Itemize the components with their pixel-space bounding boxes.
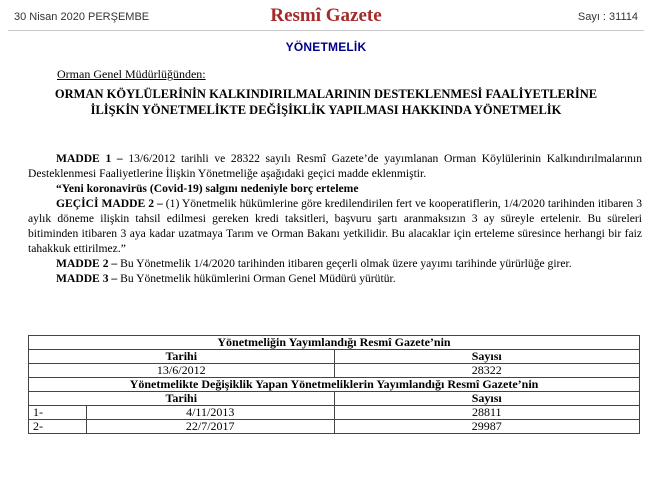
amendment-number: 28811 — [334, 406, 639, 420]
row-index: 1- — [29, 406, 87, 420]
table-heading-row — [29, 378, 640, 392]
masthead — [8, 6, 644, 28]
table-row — [29, 420, 640, 434]
article-2-label: MADDE 2 – — [56, 257, 118, 270]
issue-date: 30 Nisan 2020 PERŞEMBE — [14, 11, 150, 23]
original-date: 13/6/2012 — [29, 364, 335, 378]
article-3-label: MADDE 3 – — [56, 272, 118, 285]
column-number: Sayısı — [334, 350, 639, 364]
publication-record-table — [28, 335, 640, 434]
article-1 — [28, 151, 642, 181]
table-row — [29, 364, 640, 378]
section-heading: YÖNETMELİK — [285, 40, 367, 54]
table-heading-row — [29, 336, 640, 350]
amendment-number: 29987 — [334, 420, 639, 434]
table-column-row — [29, 392, 640, 406]
table-heading-amendments: Yönetmelikte Değişiklik Yapan Yönetmeliklerin Yayımlandığı Resmî Gazete’nin — [29, 378, 640, 392]
provisional-article-2-text: (1) Yönetmelik hükümlerine göre kredilendirilen fert ve kooperatiflerin, 1/4/2020 tarihinden itibaren 3 aylık döneme ilişkin tahsil edilmesi gereken kredi taksitleri, başvuru şartı aranmaksızın 3 ay süreyle ertelenir. Bu süreleri bitiminden itibaren 3 aya kadar uzatmaya Tarım ve Orman Bakanı yetkilidir. Bu alacaklar için erteleme süresince herhangi bir faiz tahakkuk ettirilmez.” — [28, 197, 642, 255]
amendment-date: 4/11/2013 — [86, 406, 334, 420]
issue-number: Sayı : 31114 — [577, 11, 638, 23]
row-index: 2- — [29, 420, 87, 434]
article-2-text: Bu Yönetmelik 1/4/2020 tarihinden itibaren geçerli olmak üzere yayımı tarihinde yürürlüğe girer. — [117, 257, 572, 270]
column-number: Sayısı — [334, 392, 639, 406]
provisional-article-2-label: GEÇİCİ MADDE 2 – — [56, 197, 163, 210]
article-1-text: 13/6/2012 tarihli ve 28322 sayılı Resmî Gazete’de yayımlanan Orman Köylülerinin Kalkındırılmalarının Desteklenmesi Faaliyetlerine İlişkin Yönetmeliğe aşağıdaki geçici madde eklenmiştir. — [28, 152, 643, 180]
table-column-row — [29, 350, 640, 364]
article-1-label: MADDE 1 – — [56, 152, 123, 165]
article-3-text: Bu Yönetmelik hükümlerini Orman Genel Müdürü yürütür. — [117, 272, 396, 285]
column-date: Tarihi — [29, 392, 335, 406]
regulation-title: ORMAN KÖYLÜLERİNİN KALKINDIRILMALARININ DESTEKLENMESİ FAALİYETLERİNE İLİŞKİN YÖNETMELİKTE DEĞİŞİKLİK YAPILMASI HAKKINDA YÖNETMELİK — [54, 87, 598, 117]
gazette-title: Resmî Gazete — [270, 5, 382, 26]
issuing-authority: Orman Genel Müdürlüğünden: — [57, 67, 206, 81]
table-row — [29, 406, 640, 420]
provisional-article-2 — [28, 196, 642, 256]
amendment-date: 22/7/2017 — [86, 420, 334, 434]
masthead-divider — [8, 30, 644, 31]
regulation-body — [28, 151, 642, 286]
table-heading-original: Yönetmeliğin Yayımlandığı Resmî Gazete’nin — [29, 336, 640, 350]
column-date: Tarihi — [29, 350, 335, 364]
provisional-heading: “Yeni koronavirüs (Covid-19) salgını nedeniyle borç erteleme — [56, 182, 359, 195]
article-2 — [28, 256, 642, 271]
original-number: 28322 — [334, 364, 639, 378]
article-3 — [28, 271, 642, 286]
